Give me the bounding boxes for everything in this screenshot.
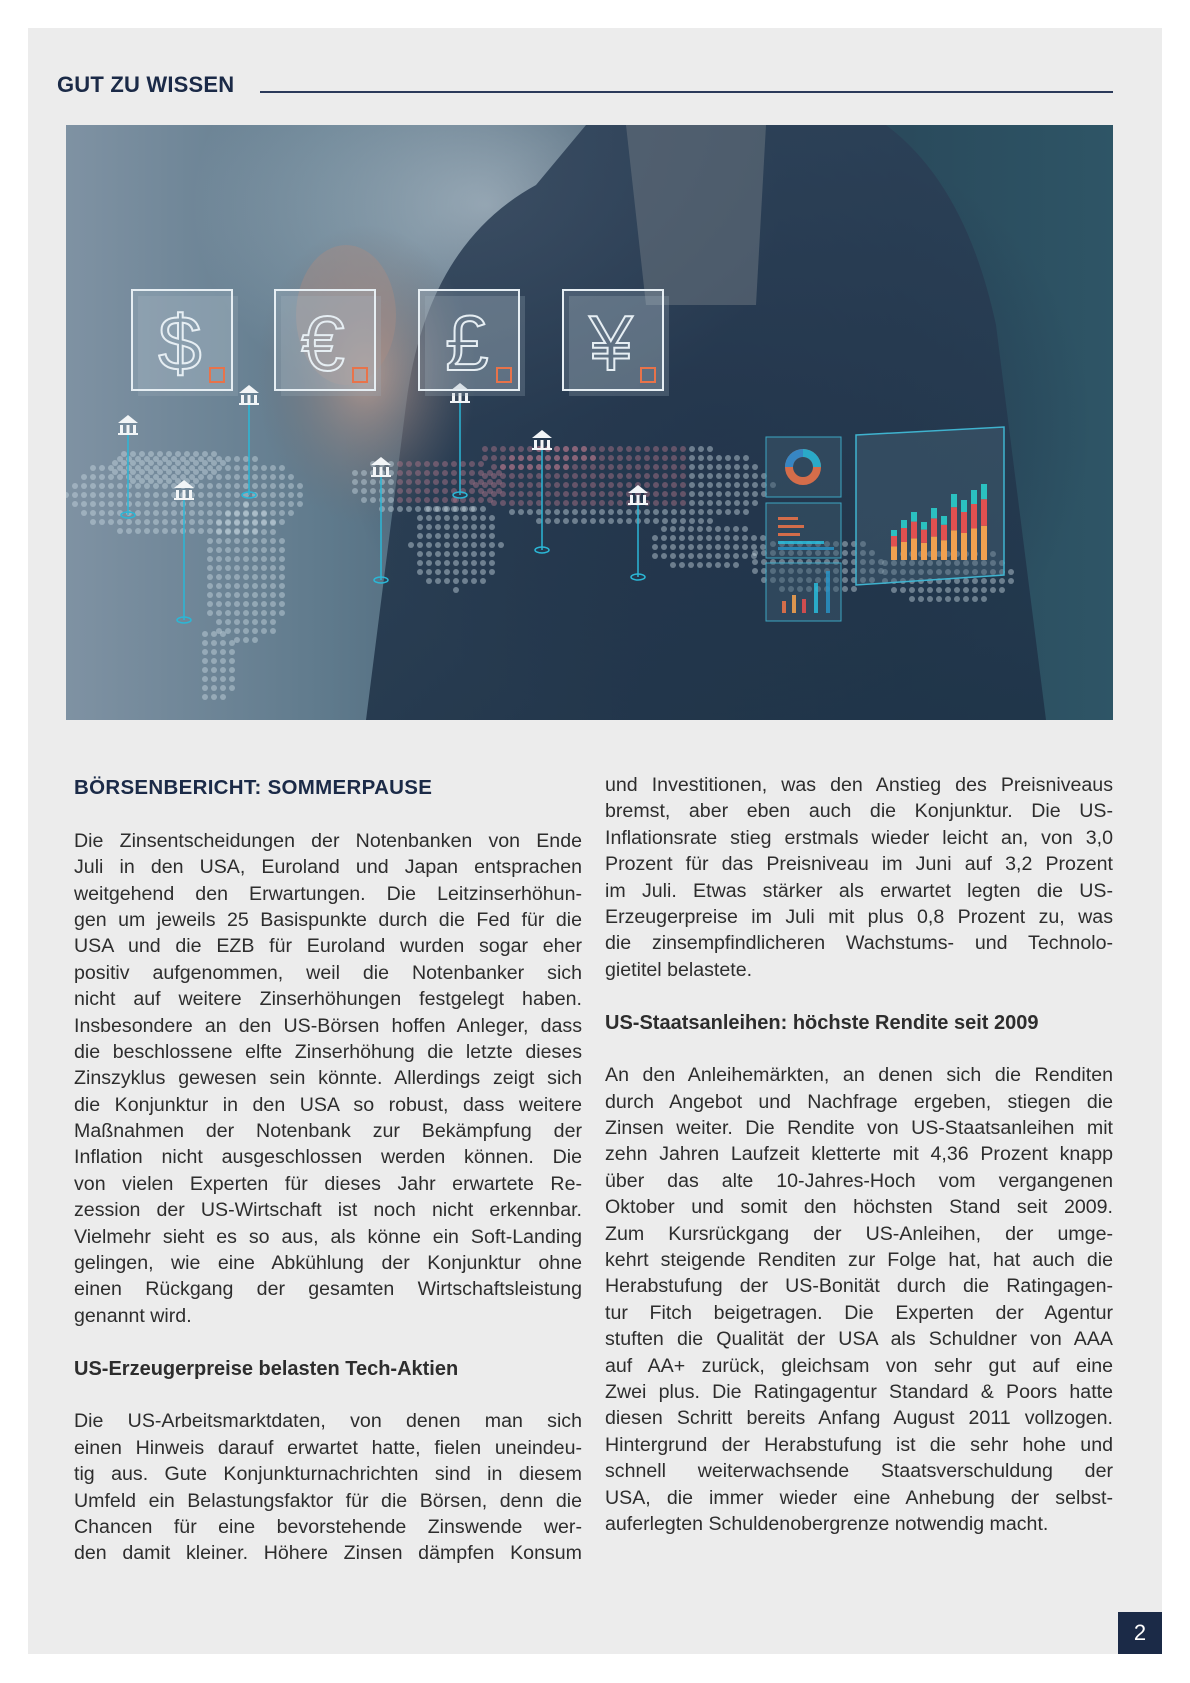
yen-icon: ¥: [589, 299, 633, 387]
article-column-left: [74, 772, 582, 1567]
hero-image: [66, 125, 1113, 720]
text-line: Zum Kursrückgang der US-Anleihen, der umge-: [605, 1222, 1113, 1245]
text-line: An den Anleihemärkten, an denen sich die Renditen: [605, 1064, 1113, 1087]
text-line: von vielen Experten für dieses Jahr erwartete Re-: [74, 1172, 582, 1195]
euro-icon: €: [301, 299, 345, 387]
text-line: auf AA+ zurück, gleichsam von sehr gut auf eine: [605, 1354, 1113, 1377]
text-line: Vielmehr sieht es so aus, als könne ein Soft-Landing: [74, 1225, 582, 1248]
text-line: Oktober und somit den höchsten Stand seit 2009.: [605, 1196, 1113, 1219]
text-line: diesen Schritt bereits Anfang August 2011 vollzogen.: [605, 1407, 1113, 1430]
text-line: Erzeugerpreise im Juli mit plus 0,8 Prozent zu, was: [605, 905, 1113, 928]
hero-illustration: [66, 125, 1113, 720]
paragraph-inflation: [605, 772, 1113, 983]
text-line: weitgehend den Erwartungen. Die Leitzinserhöhun-: [74, 882, 582, 905]
subheading-staatsanleihen: US-Staatsanleihen: höchste Rendite seit 2009: [605, 1011, 1039, 1034]
text-line: tig aus. Gute Konjunkturnachrichten sind in diesem: [74, 1463, 582, 1486]
text-line: über das alte 10-Jahres-Hoch vom vergangenen: [605, 1169, 1113, 1192]
paragraph-anleihen: [605, 1062, 1113, 1537]
text-line: im Juli. Etwas stärker als erwartet legten die US-: [605, 879, 1113, 902]
text-line: Zinsen weiter. Die Rendite von US-Staatsanleihen mit: [605, 1117, 1113, 1140]
yen-card: [563, 290, 669, 396]
text-line: bremst, aber eben auch die Konjunktur. Die US-: [605, 800, 1113, 823]
text-line: tur Fitch beigetragen. Die Experten der Agentur: [605, 1301, 1113, 1324]
section-title: GUT ZU WISSEN: [57, 72, 235, 97]
text-line: positiv aufgenommen, weil die Notenbanker sich: [74, 961, 582, 984]
text-line: Herabstufung der US-Bonität durch die Ratingagen-: [605, 1275, 1113, 1298]
article-column-right: [605, 772, 1113, 1537]
text-line: nicht auf weitere Zinserhöhungen festgelegt haben.: [74, 988, 582, 1011]
text-line: Zinszyklus gewesen sein könnte. Allerdings zeigt sich: [74, 1067, 582, 1090]
text-line: Hintergrund der Herabstufung ist die sehr hohe und: [605, 1433, 1113, 1456]
text-line: schnell weiterwachsende Staatsverschuldung der: [605, 1460, 1113, 1483]
text-line: einen Hinweis darauf erwartet hatte, fielen uneindeu-: [74, 1436, 582, 1459]
person-silhouette: [256, 125, 1046, 720]
text-line: zession der US-Wirtschaft ist noch nicht erkennbar.: [74, 1199, 582, 1222]
text-line: Inflationsrate stieg erstmals wieder leicht an, von 3,0: [605, 826, 1113, 849]
bank-icon: [239, 385, 259, 405]
section-rule: [260, 91, 1113, 93]
text-line: Chancen für eine bevorstehende Zinswende wer-: [74, 1515, 582, 1538]
text-line: Umfeld ein Belastungsfaktor für die Börsen, denn die: [74, 1489, 582, 1512]
paragraph-arbeitsmarkt: [74, 1408, 582, 1566]
dollar-icon: $: [158, 299, 202, 387]
text-line: kehrt steigende Renditen zur Folge hat, hat auch die: [605, 1249, 1113, 1272]
text-line: Maßnahmen der Notenbank zur Bekämpfung der: [74, 1120, 582, 1143]
text-line: gen um jeweils 25 Basispunkte durch die Fed für die: [74, 908, 582, 931]
subheading-erzeugerpreise: US-Erzeugerpreise belasten Tech-Aktien: [74, 1357, 459, 1380]
page-number: 2: [1118, 1612, 1162, 1654]
text-line: stuften die Qualität der USA als Schuldner von AAA: [605, 1328, 1113, 1351]
text-line: einen Rückgang der gesamten Wirtschaftsleistung: [74, 1278, 582, 1301]
pound-card: [419, 290, 525, 396]
text-line: Die US-Arbeitsmarktdaten, von denen man sich: [74, 1410, 582, 1433]
text-line: Juli in den USA, Euroland und Japan entsprachen: [74, 856, 582, 879]
text-line: den damit kleiner. Höhere Zinsen dämpfen Konsum: [74, 1542, 582, 1565]
text-line: die beschlossene elfte Zinserhöhung die letzte dieses: [74, 1040, 582, 1063]
dollar-card: [132, 290, 238, 396]
bank-icon: [118, 415, 138, 435]
text-line: USA und die EZB für Euroland wurden sogar eher: [74, 935, 582, 958]
article-title: BÖRSENBERICHT: SOMMERPAUSE: [74, 776, 433, 799]
text-line: auferlegten Schuldenobergrenze notwendig macht.: [605, 1512, 1049, 1535]
text-line: genannt wird.: [74, 1304, 192, 1327]
text-line: Prozent für das Preisniveau im Juni auf 3,2 Prozent: [605, 853, 1113, 876]
text-line: USA, die immer wieder eine Anhebung der selbst-: [605, 1486, 1113, 1509]
text-line: gietitel belastete.: [605, 958, 753, 981]
pound-icon: £: [445, 299, 489, 387]
text-line: durch Angebot und Nachfrage ergeben, stiegen die: [605, 1090, 1113, 1113]
text-line: die zinsempfindlicheren Wachstums- und Technolo-: [605, 932, 1113, 955]
text-line: Inflation nicht ausgeschlossen werden können. Die: [74, 1146, 582, 1169]
text-line: die Konjunktur in den USA so robust, dass weitere: [74, 1093, 582, 1116]
euro-card: [275, 290, 381, 396]
text-line: zehn Jahren Laufzeit kletterte mit 4,36 Prozent knapp: [605, 1143, 1113, 1166]
text-line: und Investitionen, was den Anstieg des Preisniveaus: [605, 774, 1113, 796]
text-line: Insbesondere an den US-Börsen hoffen Anleger, dass: [74, 1014, 582, 1037]
paragraph-intro: [74, 828, 582, 1329]
text-line: gelingen, wie eine Abkühlung der Konjunktur ohne: [74, 1252, 582, 1275]
text-line: Zwei plus. Die Ratingagentur Standard & Poors hatte: [605, 1380, 1113, 1403]
text-line: Die Zinsentscheidungen der Notenbanken von Ende: [74, 829, 582, 852]
